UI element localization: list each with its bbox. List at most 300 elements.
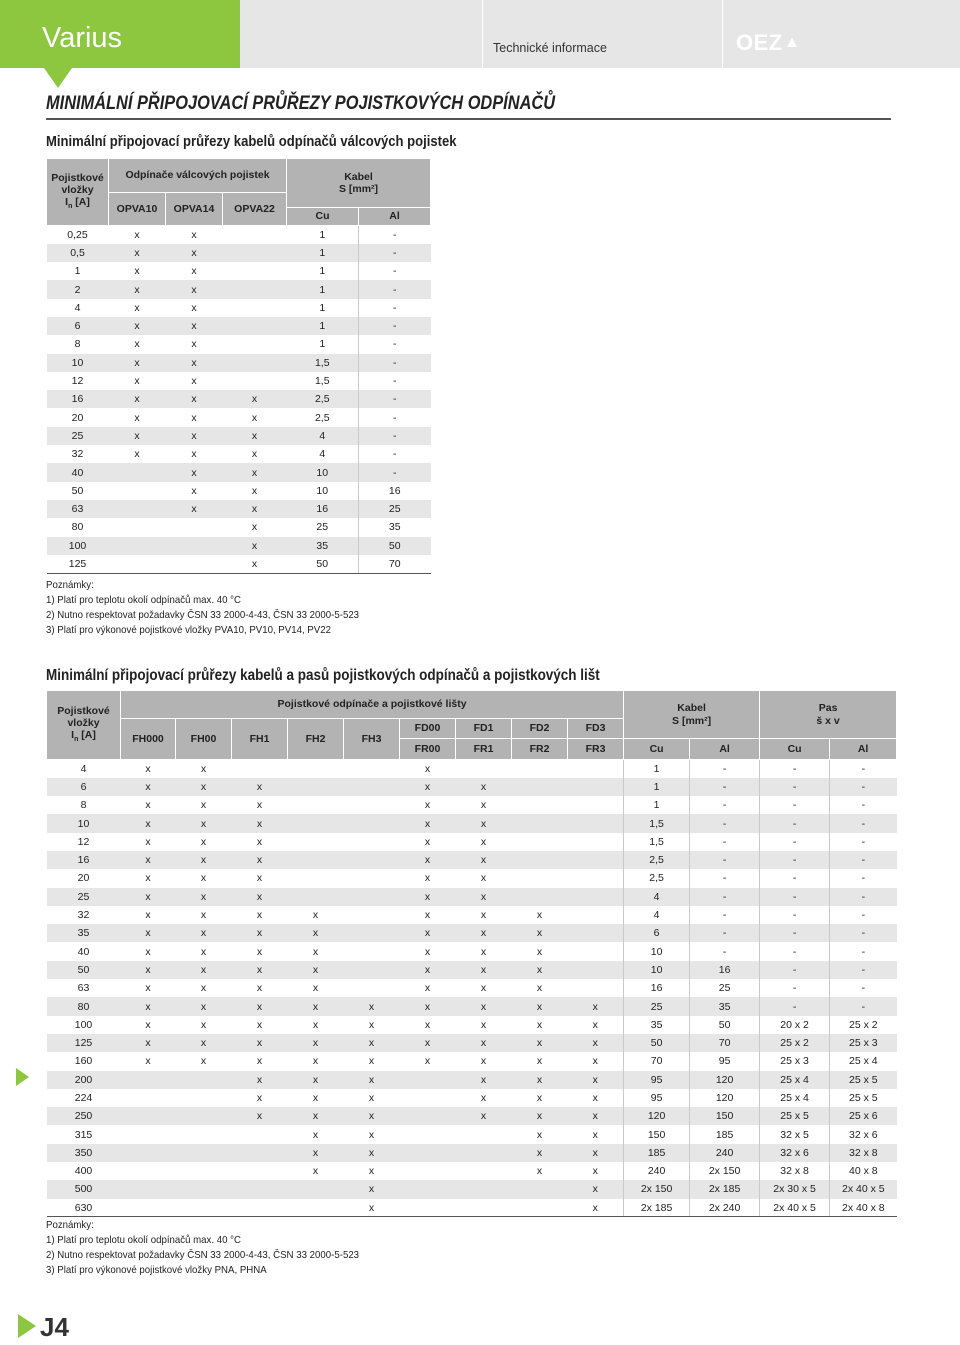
table-cell	[344, 906, 400, 924]
table-cell: x	[568, 1180, 624, 1198]
note-heading: Poznámky:	[46, 579, 94, 591]
table-cell: -	[830, 851, 897, 869]
table-cell: 120	[624, 1107, 690, 1125]
table-cell	[288, 888, 344, 906]
table-cell: -	[830, 997, 897, 1015]
table-cell: x	[400, 814, 456, 832]
table-cell: x	[232, 814, 288, 832]
table-cell: x	[288, 1144, 344, 1162]
table-cell: -	[393, 338, 397, 351]
table-cell: x	[400, 1034, 456, 1052]
rating-cell: 8	[80, 799, 87, 812]
brand-title: Varius	[42, 22, 123, 54]
table-row	[47, 814, 897, 832]
table-cell	[109, 555, 166, 573]
table-cell: x	[480, 799, 487, 812]
table-cell	[288, 1180, 344, 1198]
table-cell: x	[145, 835, 151, 848]
table-cell: 32 x 5	[760, 1125, 830, 1143]
table-cell: x	[368, 1128, 375, 1141]
table-cell	[568, 760, 624, 778]
note-item: 3) Platí pro výkonové pojistkové vložky PVA10, PV10, PV14, PV22	[46, 624, 331, 636]
table-cell	[344, 833, 400, 851]
table-cell	[288, 796, 344, 814]
table-cell: -	[359, 354, 431, 372]
table-cell: x	[121, 1034, 176, 1052]
opva22-header: OPVA22	[223, 193, 287, 226]
table-cell: -	[861, 945, 866, 958]
table-cell: 25 x 3	[830, 1034, 897, 1052]
table-cell: 50	[690, 1016, 760, 1034]
rating-cell: 35	[47, 924, 121, 942]
table-cell	[288, 833, 344, 851]
table-cell: 1	[287, 335, 359, 353]
table-cell: 1	[287, 299, 359, 317]
table-cell	[223, 244, 287, 262]
table-cell	[568, 851, 624, 869]
table-row	[47, 1125, 897, 1143]
table-cell: 1	[287, 317, 359, 335]
table-cell: x	[568, 1034, 624, 1052]
table-cell	[512, 1199, 568, 1217]
table-cell: x	[109, 317, 166, 335]
table-cell: x	[536, 982, 543, 995]
table-row	[47, 463, 431, 481]
table-row	[47, 482, 431, 500]
table-cell: -	[690, 942, 760, 960]
table-cell: x	[400, 961, 456, 979]
rating-cell: 10	[47, 814, 121, 832]
rating-cell: 6	[47, 317, 109, 335]
table-cell: -	[760, 796, 830, 814]
rating-cell: 63	[47, 500, 109, 518]
rating-cell: 4	[80, 762, 87, 775]
table-cell: -	[393, 228, 397, 241]
table-cell: 25 x 5	[830, 1071, 897, 1089]
table-cell: -	[760, 979, 830, 997]
table-cell: x	[456, 778, 512, 796]
table-cell	[176, 1144, 232, 1162]
table-cell: x	[456, 888, 512, 906]
table-cell: x	[176, 1034, 232, 1052]
table-cell: x	[200, 982, 207, 995]
table-row	[47, 537, 431, 555]
table-cell: x	[288, 1071, 344, 1089]
table-cell	[512, 760, 568, 778]
table-cell: 10	[624, 942, 690, 960]
table-cell	[121, 1144, 176, 1162]
table-cell	[109, 500, 166, 518]
rating-cell: 160	[74, 1055, 93, 1068]
table-cell: x	[109, 244, 166, 262]
header-text: S [mm²]	[338, 183, 379, 195]
table-cell: x	[480, 1055, 487, 1068]
table-cell: 25 x 6	[830, 1107, 897, 1125]
section1-notes	[46, 578, 359, 638]
table-cell: x	[134, 338, 140, 351]
table-cell	[400, 1107, 456, 1125]
table-cell	[568, 833, 624, 851]
table-cell: x	[145, 1018, 151, 1031]
table-cell: -	[760, 888, 830, 906]
table-cell: x	[344, 1034, 400, 1052]
table-cell	[568, 906, 624, 924]
table-cell	[400, 1199, 456, 1217]
table-cell: x	[424, 835, 431, 848]
table-cell	[512, 778, 568, 796]
table-cell: x	[456, 851, 512, 869]
table-row	[47, 262, 431, 280]
table-cell	[568, 924, 624, 942]
table-cell: x	[232, 851, 288, 869]
table-cell: x	[536, 1091, 543, 1104]
table-cell	[456, 1199, 512, 1217]
table-cell: x	[121, 924, 176, 942]
table-cell: x	[368, 1165, 375, 1178]
table-cell	[344, 942, 400, 960]
table-cell: x	[512, 1107, 568, 1125]
table-cell: 2,5	[287, 408, 359, 426]
table-cell: -	[760, 869, 830, 887]
table-cell	[121, 1125, 176, 1143]
table-cell: -	[690, 796, 760, 814]
table-cell: x	[536, 945, 543, 958]
table-cell: x	[568, 1052, 624, 1070]
header-text: S [mm²]	[672, 714, 712, 727]
table-cell	[568, 961, 624, 979]
table-cell: -	[690, 924, 760, 942]
rating-cell: 20	[77, 872, 90, 885]
table-cell: x	[176, 778, 232, 796]
table-cell: x	[223, 555, 287, 573]
table-cell: 4	[624, 906, 690, 924]
table-cell: x	[368, 1055, 375, 1068]
table-cell	[121, 1180, 176, 1198]
table-row	[47, 299, 431, 317]
table-row	[47, 979, 897, 997]
table-cell: -	[359, 317, 431, 335]
table-cell: -	[393, 301, 397, 314]
table-cell	[232, 1125, 288, 1143]
table-cell: 35	[287, 537, 359, 555]
table-cell: 2x 40 x 5	[760, 1199, 830, 1217]
table-cell: x	[176, 924, 232, 942]
table-cell	[568, 796, 624, 814]
table-cell: -	[690, 888, 760, 906]
table-cell: 120	[690, 1089, 760, 1107]
table-cell: x	[232, 961, 288, 979]
table-cell: x	[424, 982, 431, 995]
table-cell: x	[134, 448, 140, 461]
busbar-al-header: Al	[830, 739, 897, 760]
table-cell: x	[191, 301, 197, 314]
table-row	[47, 1180, 897, 1198]
rating-cell: 4	[74, 301, 81, 314]
cable-al-header: Al	[690, 739, 760, 760]
table-cell: x	[424, 1018, 431, 1031]
table-cell: 6	[624, 924, 690, 942]
table-cell: -	[830, 778, 897, 796]
table-cell: 1,5	[287, 372, 359, 390]
oez-logo: OEZ	[736, 30, 783, 55]
table-cell	[400, 1071, 456, 1089]
table-cell: x	[424, 1055, 431, 1068]
table-cell: x	[200, 945, 207, 958]
table-cell: x	[134, 411, 140, 424]
table-cell: 2x 185	[690, 1180, 760, 1198]
table-cell: x	[256, 872, 263, 885]
table-cell	[176, 1162, 232, 1180]
table-cell: x	[145, 762, 151, 775]
table-cell: -	[359, 427, 431, 445]
rating-cell: 32	[77, 909, 90, 922]
table-cell	[456, 1144, 512, 1162]
table-cell: -	[690, 833, 760, 851]
table-cell: -	[393, 375, 397, 388]
table-cell: 4	[624, 888, 690, 906]
table-cell	[232, 760, 288, 778]
table-cell: x	[512, 961, 568, 979]
switch-group-header: Odpínače válcových pojistek	[109, 159, 287, 193]
rating-cell: 1	[74, 265, 81, 278]
rating-cell: 16	[47, 390, 109, 408]
table-cell: x	[256, 799, 263, 812]
table-row	[47, 427, 431, 445]
table-cell: -	[359, 463, 431, 481]
busbar-header	[760, 691, 897, 739]
table-cell: x	[232, 1107, 288, 1125]
table-cell: -	[690, 906, 760, 924]
table-cell: 4	[287, 445, 359, 463]
footer-marker-icon	[18, 1314, 36, 1338]
table-cell	[512, 833, 568, 851]
table-cell: x	[145, 982, 151, 995]
table-cell: x	[456, 924, 512, 942]
table-cell: 10	[287, 482, 359, 500]
table-cell	[568, 942, 624, 960]
table-cell: x	[400, 851, 456, 869]
table-cell	[568, 888, 624, 906]
table-cell	[400, 1180, 456, 1198]
table-cell	[176, 1089, 232, 1107]
fr3-header: FR3	[568, 739, 624, 760]
table-cell: x	[400, 888, 456, 906]
table-cell: x	[288, 1107, 344, 1125]
table-cell	[512, 814, 568, 832]
rating-cell: 125	[47, 1034, 121, 1052]
table-cell: x	[191, 411, 197, 424]
rating-cell: 10	[47, 354, 109, 372]
table-cell	[288, 760, 344, 778]
header-text: Kabel	[344, 170, 373, 183]
section1-title: Minimální připojovací průřezy kabelů odpínačů válcových pojistek	[46, 133, 457, 150]
table-cell: x	[424, 799, 431, 812]
table-cell: x	[232, 778, 288, 796]
fr00-header: FR00	[400, 739, 456, 760]
table-cell: 25	[690, 979, 760, 997]
table-cell: -	[760, 924, 830, 942]
table-row	[47, 942, 897, 960]
table-cell: -	[690, 778, 760, 796]
table-cell: x	[312, 1128, 319, 1141]
table-row	[47, 390, 431, 408]
title-divider	[46, 118, 891, 120]
header-text: Pojistkové	[51, 172, 104, 185]
table-cell: x	[251, 411, 258, 424]
table-cell: x	[536, 909, 543, 922]
table-row	[47, 317, 431, 335]
table-cell: x	[344, 1107, 400, 1125]
table-cell: 25 x 5	[849, 1091, 878, 1104]
table-cell: x	[176, 814, 232, 832]
table-cell	[166, 555, 223, 573]
rating-cell: 63	[77, 982, 90, 995]
table-cell: 50	[359, 537, 431, 555]
fd00-header: FD00	[400, 719, 456, 739]
table-cell: 25 x 5	[760, 1107, 830, 1125]
table-cell: x	[344, 1180, 400, 1198]
table-cell: x	[134, 228, 140, 241]
table-row	[47, 796, 897, 814]
table-cell: x	[568, 1199, 624, 1217]
table-cell: 25 x 4	[760, 1089, 830, 1107]
rating-cell: 80	[47, 997, 121, 1015]
header-text: [A]	[81, 729, 96, 742]
table-cell: x	[109, 280, 166, 298]
table-cell	[512, 796, 568, 814]
rating-cell: 200	[47, 1071, 121, 1089]
table-cell: x	[121, 997, 176, 1015]
header-divider	[482, 0, 483, 68]
table-row	[47, 851, 897, 869]
table-cell	[121, 1162, 176, 1180]
table-cell: x	[251, 484, 258, 497]
table-cell: x	[223, 537, 287, 555]
table-cell: 2x 30 x 5	[760, 1180, 830, 1198]
table-cell: x	[312, 909, 319, 922]
table-cell: 240	[690, 1144, 760, 1162]
table-cell: x	[166, 280, 223, 298]
table-cell	[223, 262, 287, 280]
table-cell: x	[251, 521, 258, 534]
table-cell: x	[568, 1162, 624, 1180]
note-item: 2) Nutno respektovat požadavky ČSN 33 2000-4-43, ČSN 33 2000-5-523	[46, 1249, 360, 1261]
table-cell: x	[176, 997, 232, 1015]
table-cell: 70	[359, 555, 431, 573]
table-cell: 95	[690, 1052, 760, 1070]
table-cell: x	[200, 799, 207, 812]
table-cell	[288, 851, 344, 869]
fd3-header: FD3	[568, 719, 624, 739]
table-cell: 150	[690, 1107, 760, 1125]
table-cell: -	[760, 961, 830, 979]
table-cell: 1,5	[624, 814, 690, 832]
table-cell: x	[424, 762, 431, 775]
table-cell: 2x 240	[690, 1199, 760, 1217]
header-text: vložky	[67, 717, 100, 730]
note-item: 3) Platí pro výkonové pojistkové vložky PNA, PHNA	[46, 1264, 267, 1276]
table-cell: x	[312, 982, 319, 995]
table-cell: x	[568, 1125, 624, 1143]
table-cell: x	[191, 484, 197, 497]
table-cell: x	[232, 924, 288, 942]
table-cell	[223, 372, 287, 390]
table-cell: 2x 185	[624, 1199, 690, 1217]
rating-cell: 250	[47, 1107, 121, 1125]
side-marker-icon	[16, 1068, 29, 1086]
table-cell: x	[424, 909, 431, 922]
table-cell	[344, 869, 400, 887]
table-cell: 20 x 2	[760, 1016, 830, 1034]
table-cell	[166, 537, 223, 555]
brand-pointer-icon	[44, 68, 72, 88]
table-cell: -	[359, 390, 431, 408]
table-cell: 2x 40 x 8	[830, 1199, 897, 1217]
table-cell: x	[480, 835, 487, 848]
table-cell: x	[166, 390, 223, 408]
table-cell: x	[512, 1071, 568, 1089]
table-cell: x	[166, 463, 223, 481]
table-cell: x	[166, 427, 223, 445]
table-row	[47, 226, 431, 244]
table-cell: x	[176, 851, 232, 869]
table-cell: x	[312, 1018, 319, 1031]
table-cell: x	[536, 1165, 543, 1178]
table-cell: -	[359, 280, 431, 298]
rating-cell: 0,25	[67, 228, 88, 241]
table-cell: 1	[624, 760, 690, 778]
table-row	[47, 408, 431, 426]
table-row	[47, 518, 431, 536]
table-cell	[456, 760, 512, 778]
table-cell	[232, 1199, 288, 1217]
busbar-cu-header: Cu	[760, 739, 830, 760]
table-cell: x	[568, 997, 624, 1015]
table-cell: 70	[624, 1052, 690, 1070]
table-cell	[288, 869, 344, 887]
table-cell: x	[121, 778, 176, 796]
table-cell: 35	[690, 997, 760, 1015]
header-text: Pas	[818, 702, 838, 715]
table-cell: 95	[624, 1071, 690, 1089]
table-cell: -	[760, 851, 830, 869]
table-cell: x	[256, 1091, 263, 1104]
table-cell: 25 x 3	[760, 1052, 830, 1070]
rating-cell: 50	[71, 484, 84, 497]
table-cell: x	[200, 762, 207, 775]
table-cell: x	[480, 909, 487, 922]
table-cell: x	[312, 1055, 319, 1068]
table-row	[47, 1162, 897, 1180]
table-cell	[166, 518, 223, 536]
note-item: 1) Platí pro teplotu okolí odpínačů max. 40 °C	[46, 594, 242, 606]
table-cell: 1,5	[624, 833, 690, 851]
table-cell: x	[256, 909, 263, 922]
table-cell	[176, 1125, 232, 1143]
header-subscript: n	[74, 736, 79, 744]
table-cell: -	[861, 909, 866, 922]
table-cell: x	[176, 961, 232, 979]
table-cell: x	[166, 317, 223, 335]
header-text: Kabel	[677, 702, 706, 715]
rating-cell: 25	[47, 427, 109, 445]
table-cell: x	[312, 945, 319, 958]
table-cell	[109, 518, 166, 536]
rating-cell: 315	[74, 1128, 93, 1141]
fr2-header: FR2	[512, 739, 568, 760]
table-cell: -	[861, 982, 866, 995]
table-cell: -	[830, 814, 897, 832]
